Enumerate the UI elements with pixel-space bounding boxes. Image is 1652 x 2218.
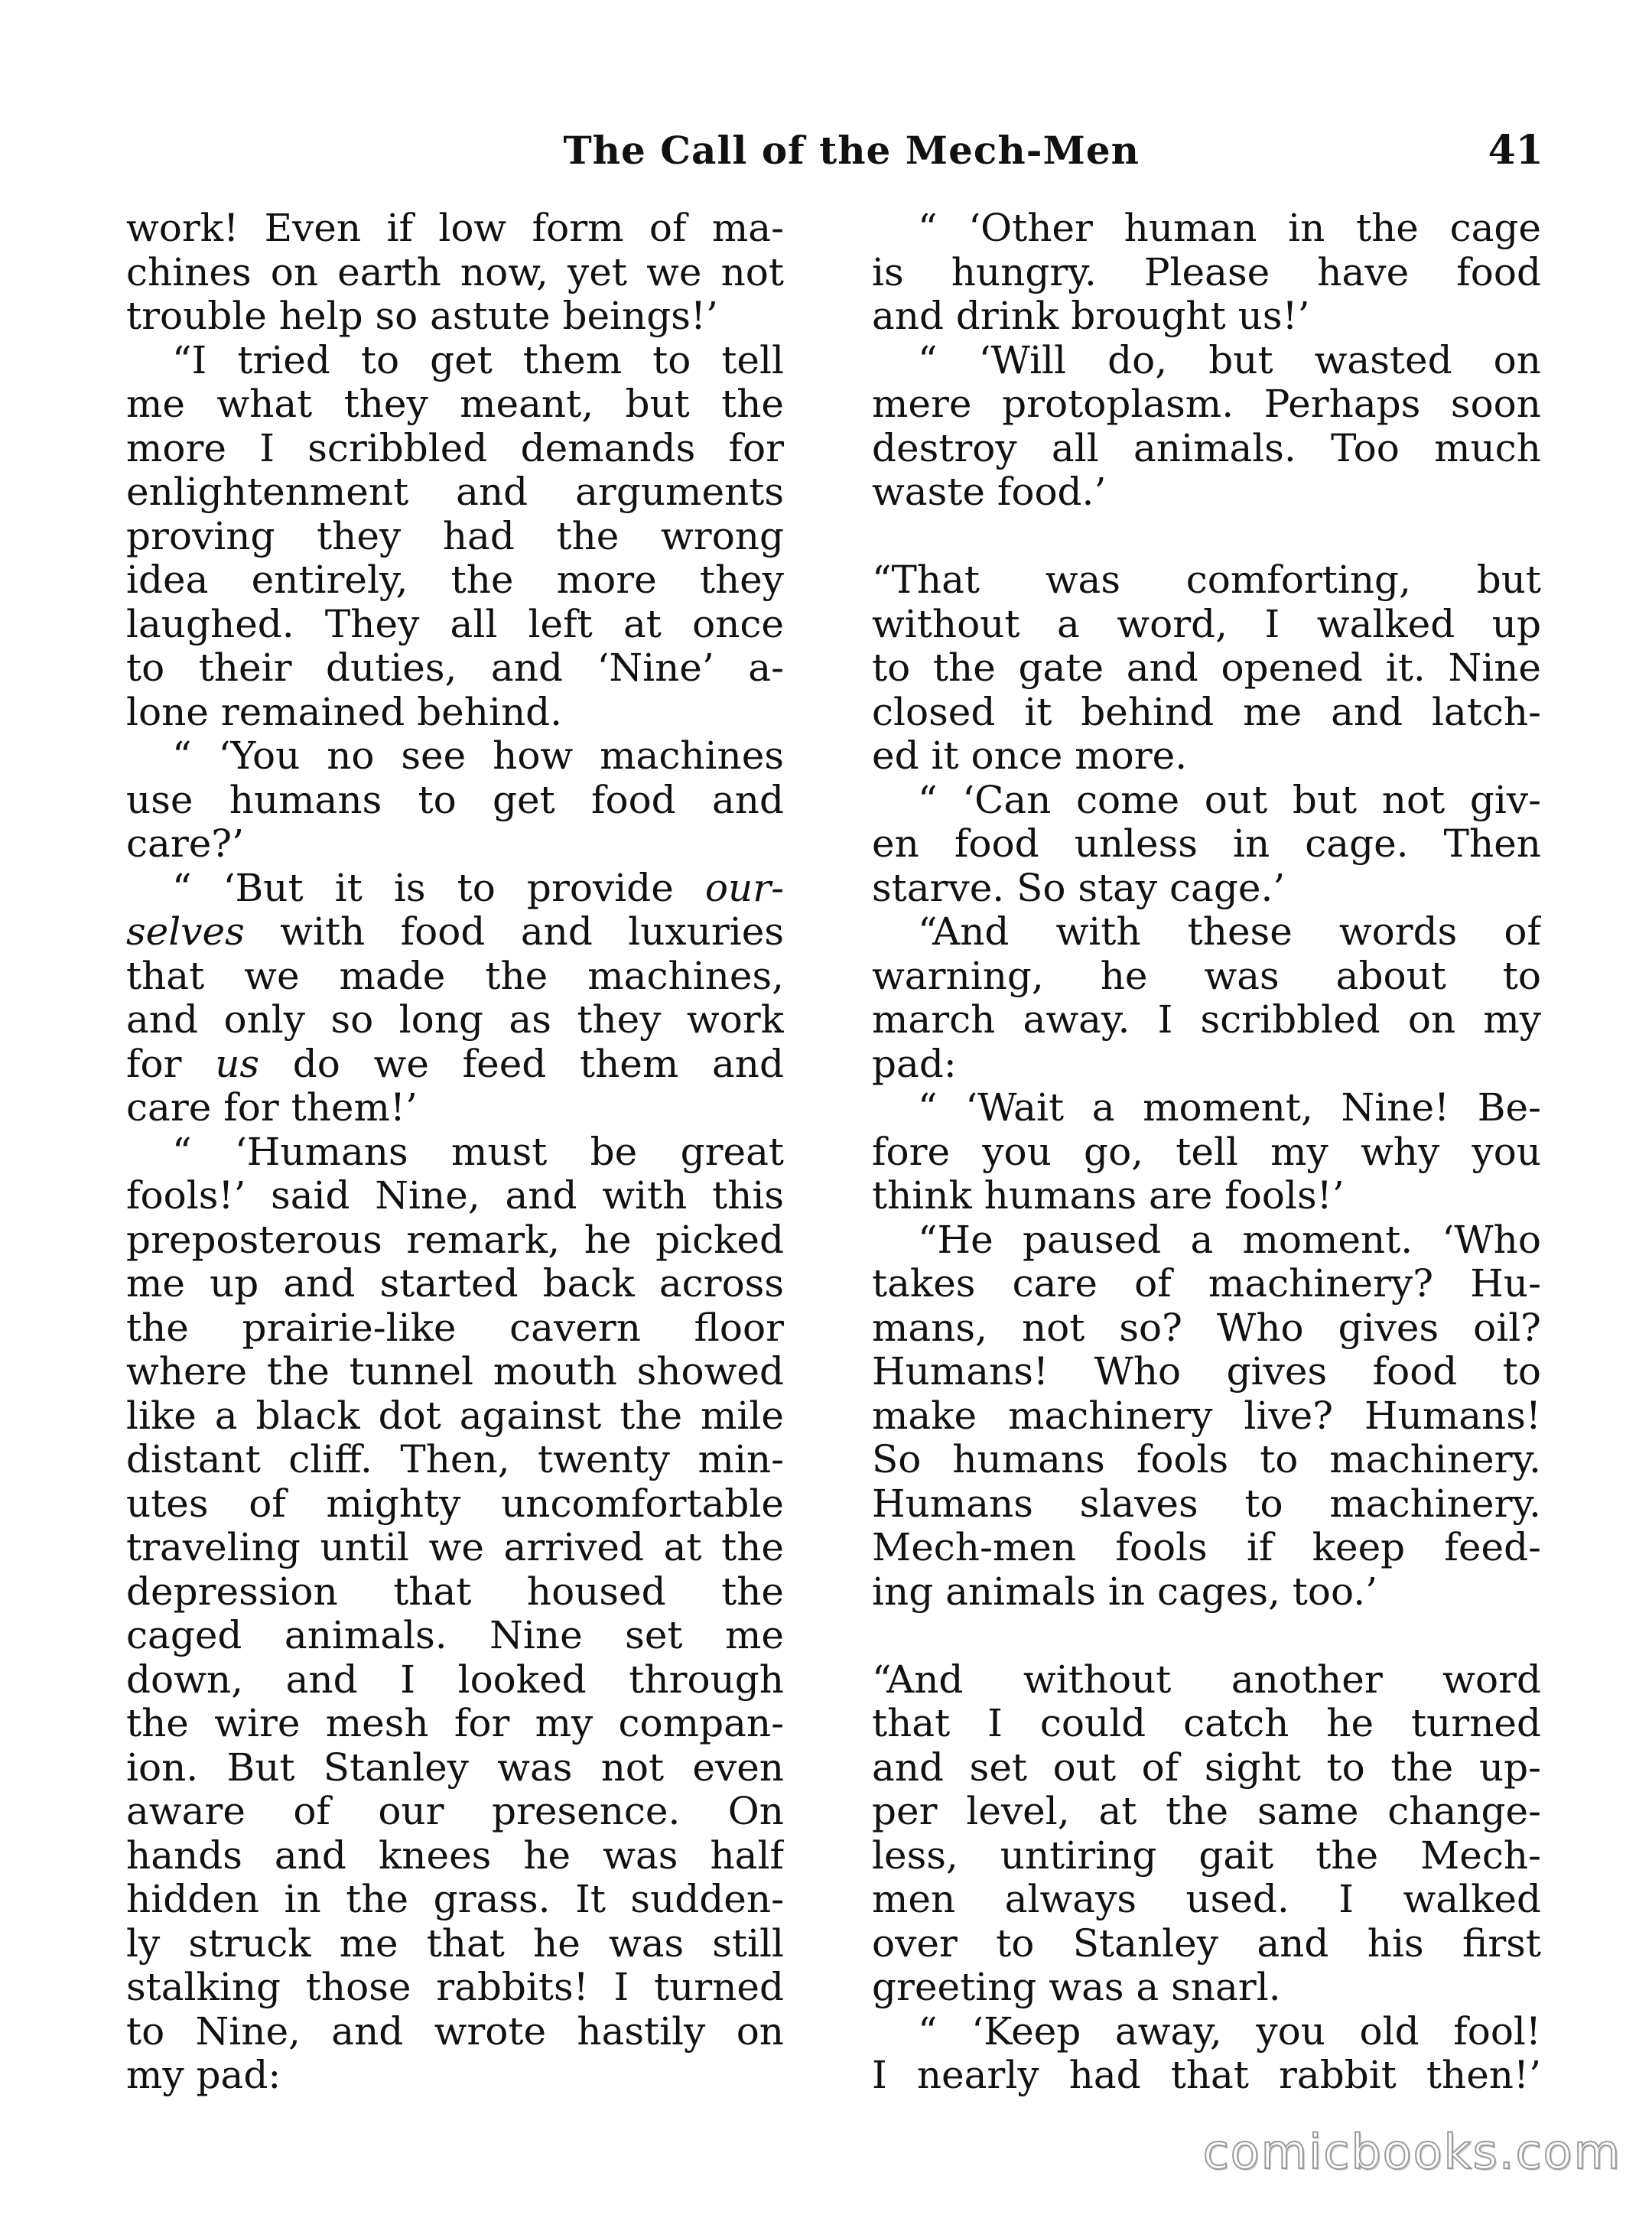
text-line: selves with food and luxuries <box>126 910 784 954</box>
text-line: ly struck me that he was still <box>126 1921 784 1966</box>
text-line: hidden in the grass. It sudden- <box>126 1878 784 1921</box>
text-line: hands and knees he was half <box>126 1833 784 1878</box>
text-line: aware of our presence. On <box>126 1790 784 1833</box>
text-line: is hungry. Please have food <box>872 250 1541 294</box>
text-line: enlightenment and arguments <box>126 470 784 514</box>
text-line: distant cliff. Then, twenty min- <box>126 1438 784 1481</box>
text-line: make machinery live? Humans! <box>872 1394 1541 1438</box>
text-line: for us do we feed them and <box>126 1042 784 1086</box>
text-line: that I could catch he turned <box>872 1702 1541 1745</box>
text-line: warning, he was about to <box>872 954 1541 998</box>
text-line: my pad: <box>126 2054 281 2097</box>
text-line: pad: <box>872 1042 957 1086</box>
text-line: starve. So stay cage.’ <box>872 866 1286 910</box>
text-line: greeting was a snarl. <box>872 1966 1281 2009</box>
text-line: “And without another word <box>872 1657 1541 1702</box>
text-line: “ ‘Humans must be great <box>172 1130 784 1174</box>
text-line: “ ‘But it is to provide our- <box>172 866 784 910</box>
text-line: idea entirely, the more they <box>126 558 784 602</box>
text-line: me up and started back across <box>126 1262 784 1306</box>
text-line: less, untiring gait the Mech- <box>872 1833 1541 1878</box>
text-line: utes of mighty uncomfortable <box>126 1481 784 1526</box>
text-line: “I tried to get them to tell <box>172 338 784 382</box>
text-line: think humans are fools!’ <box>872 1174 1345 1218</box>
text-line: more I scribbled demands for <box>126 426 784 470</box>
text-line: “ ‘Will do, but wasted on <box>918 338 1541 382</box>
text-line: men always used. I walked <box>872 1878 1541 1921</box>
text-line: care for them!’ <box>126 1086 418 1130</box>
text-line: use humans to get food and <box>126 778 784 822</box>
text-line: “And with these words of <box>918 910 1541 954</box>
text-line: Humans! Who gives food to <box>872 1350 1541 1394</box>
text-line: over to Stanley and his first <box>872 1921 1541 1966</box>
watermark-logo: comicbooks.com <box>1202 2124 1621 2180</box>
text-line <box>872 515 1541 559</box>
text-line <box>872 1614 1541 1658</box>
text-line: to their duties, and ‘Nine’ a- <box>126 646 784 690</box>
text-line: where the tunnel mouth showed <box>126 1350 784 1394</box>
text-line: So humans fools to machinery. <box>872 1438 1541 1481</box>
text-line: that we made the machines, <box>126 954 784 998</box>
text-line: I nearly had that rabbit then!’ <box>872 2054 1541 2097</box>
text-line: care?’ <box>126 822 245 866</box>
text-line: caged animals. Nine set me <box>126 1614 784 1657</box>
text-line: Mech-men fools if keep feed- <box>872 1526 1541 1569</box>
text-line: fools!’ said Nine, and with this <box>126 1174 784 1218</box>
text-line: trouble help so astute beings!’ <box>126 294 718 338</box>
text-line: march away. I scribbled on my <box>872 998 1541 1042</box>
text-line: down, and I looked through <box>126 1657 784 1702</box>
text-line: proving they had the wrong <box>126 514 784 558</box>
running-header <box>0 124 1652 177</box>
text-line: waste food.’ <box>872 470 1107 514</box>
text-line: without a word, I walked up <box>872 602 1541 646</box>
text-line: traveling until we arrived at the <box>126 1526 784 1569</box>
text-line: like a black dot against the mile <box>126 1394 784 1438</box>
text-line: mere protoplasm. Perhaps soon <box>872 382 1541 426</box>
text-line: mans, not so? Who gives oil? <box>872 1306 1541 1350</box>
text-line: ing animals in cages, too.’ <box>872 1569 1378 1614</box>
text-line: “ ‘Keep away, you old fool! <box>918 2009 1541 2054</box>
running-title: The Call of the Mech-Men <box>563 128 1140 173</box>
text-line: the wire mesh for my compan- <box>126 1702 784 1745</box>
text-line: “That was comforting, but <box>872 558 1541 602</box>
text-line: depression that housed the <box>126 1569 784 1614</box>
text-line: stalking those rabbits! I turned <box>126 1966 784 2009</box>
text-line: preposterous remark, he picked <box>126 1218 784 1262</box>
text-line: and set out of sight to the up- <box>872 1745 1541 1790</box>
text-line: and only so long as they work <box>126 998 784 1042</box>
text-line: ed it once more. <box>872 734 1188 778</box>
text-line: destroy all animals. Too much <box>872 426 1541 470</box>
text-line: the prairie-like cavern floor <box>126 1306 784 1350</box>
left-column <box>126 207 784 2098</box>
text-line: takes care of machinery? Hu- <box>872 1262 1541 1306</box>
text-line: ion. But Stanley was not even <box>126 1745 784 1790</box>
text-line: “ ‘Other human in the cage <box>918 207 1541 250</box>
text-line: to Nine, and wrote hastily on <box>126 2009 784 2054</box>
page-number: 41 <box>1488 127 1543 174</box>
text-line: laughed. They all left at once <box>126 602 784 646</box>
text-line: “ ‘Wait a moment, Nine! Be- <box>918 1086 1541 1130</box>
text-line: “He paused a moment. ‘Who <box>918 1218 1541 1262</box>
text-line: work! Even if low form of ma- <box>126 207 784 250</box>
text-line: fore you go, tell my why you <box>872 1130 1541 1174</box>
text-line: lone remained behind. <box>126 690 563 734</box>
text-line: Humans slaves to machinery. <box>872 1481 1541 1526</box>
text-line: per level, at the same change- <box>872 1790 1541 1833</box>
text-line: and drink brought us!’ <box>872 294 1310 338</box>
text-line: me what they meant, but the <box>126 382 784 426</box>
text-line: chines on earth now, yet we not <box>126 250 784 294</box>
text-line: en food unless in cage. Then <box>872 822 1541 866</box>
text-line: closed it behind me and latch- <box>872 690 1541 734</box>
text-line: “ ‘You no see how machines <box>172 734 784 778</box>
right-column <box>872 207 1541 2098</box>
text-line: to the gate and opened it. Nine <box>872 646 1541 690</box>
text-line: “ ‘Can come out but not giv- <box>918 778 1541 822</box>
